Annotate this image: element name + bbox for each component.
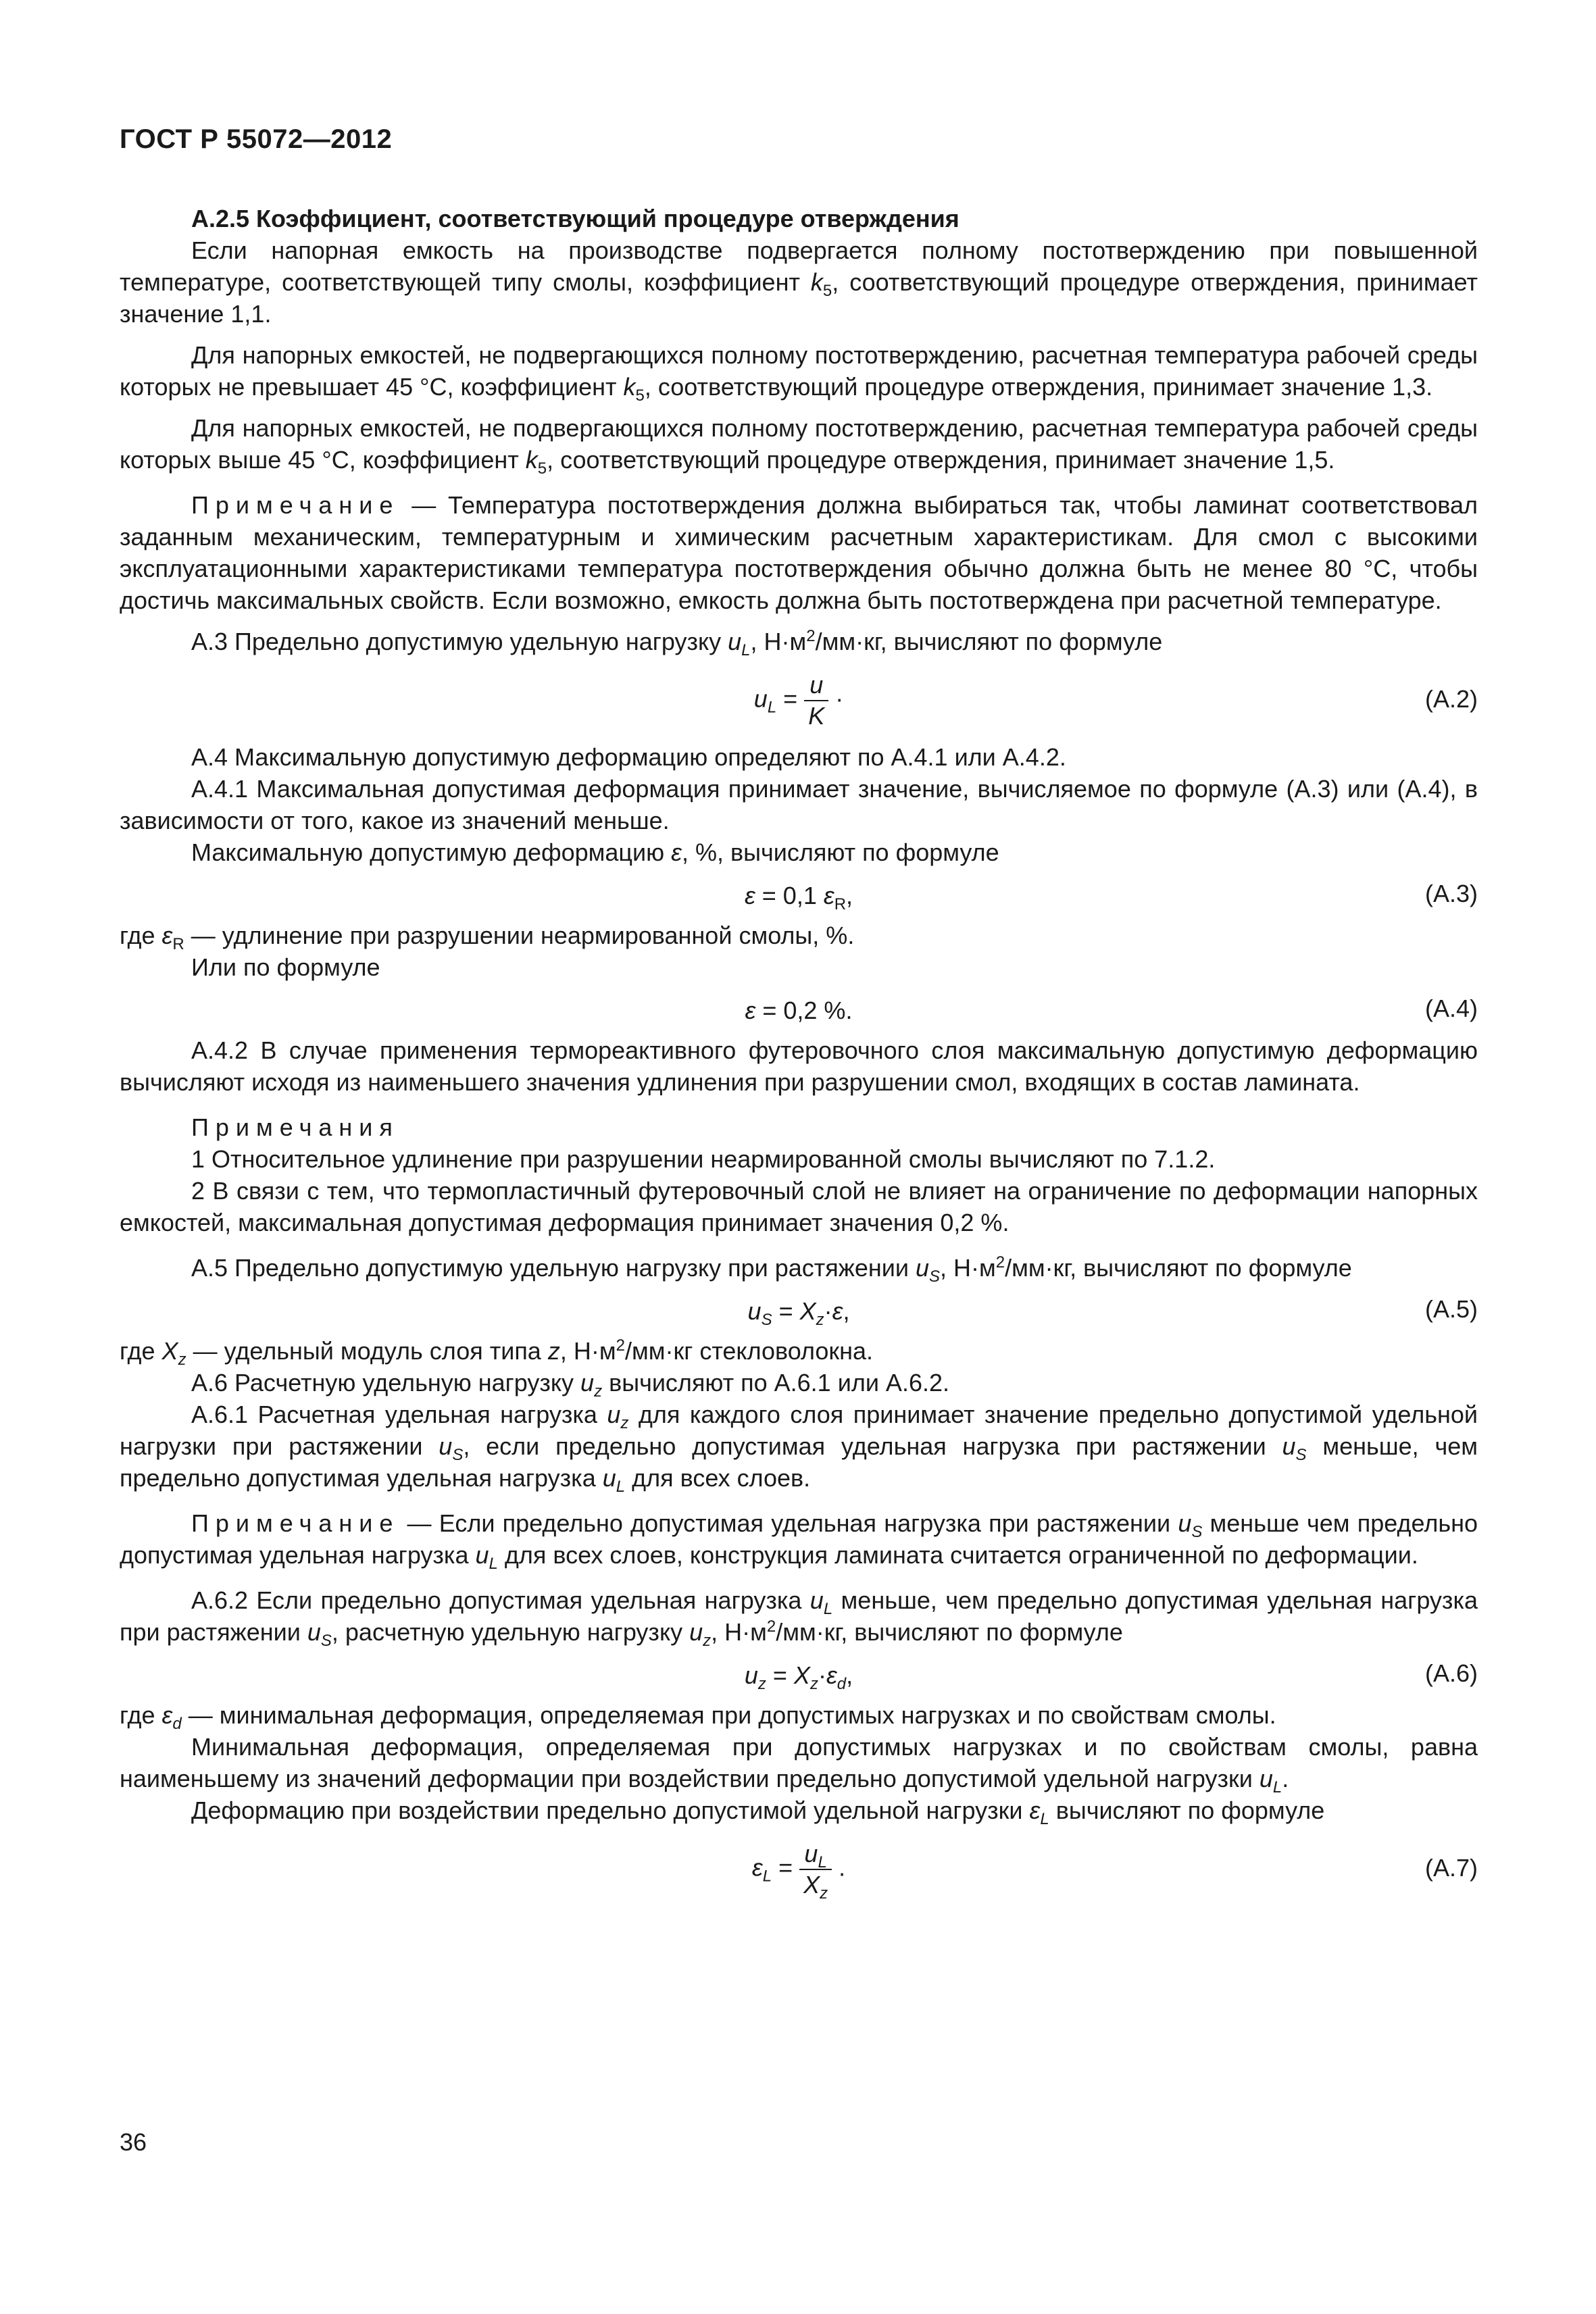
formula-number: (А.7) bbox=[1424, 1854, 1478, 1882]
formula-a3: ε = 0,1 $\varepsilon_R$, (А.3) bbox=[120, 872, 1478, 915]
note: Примечание — Температура постотверждения должна выбираться так, чтобы ламинат соответствовал заданным механическим, температурным и химическим расчетным характеристикам. Для смол с высокими эксплуатационными характеристиками температура постотверждения обычно должна быть не менее 80 °С, чтобы достичь максимальных свойств. Если возможно, емкость должна быть постотверждена при расчетной температуре. bbox=[120, 491, 1478, 614]
notes-label: Примечания bbox=[191, 1113, 399, 1141]
fraction: $\frac{u_L}{X_z}$ bbox=[799, 1842, 832, 1897]
formula-a7: $\varepsilon_L$ = $\frac{u_L}{X_z}$ . (А.7) bbox=[120, 1830, 1478, 1906]
note-item: 2 В связи с тем, что термопластичный футеровочный слой не влияет на ограничение по деформации напорных емкостей, максимальная допустимая деформация принимает значения 0,2 %. bbox=[120, 1177, 1478, 1236]
paragraph: Деформацию при воздействии предельно допустимой удельной нагрузки $\varepsilon_L$ вычисляют по формуле bbox=[191, 1796, 1325, 1829]
formula-a4: ε = 0,2 %. (А.4) bbox=[120, 987, 1478, 1030]
paragraph-a6: А.6 Расчетную удельную нагрузку $u_z$ вычисляют по А.6.1 или А.6.2. bbox=[191, 1369, 949, 1401]
formula-number: (А.6) bbox=[1424, 1659, 1478, 1687]
section-a25-title: А.2.5 Коэффициент, соответствующий процедуре отверждения bbox=[191, 205, 959, 232]
where-clause: где $X_z$ — удельный модуль слоя типа z, $Н\cdot м^2/мм\cdot кг$ стекловолокна. bbox=[120, 1336, 874, 1369]
formula-a2: $u_L$ = $\frac{u}{K}$ · (А.2) bbox=[120, 661, 1478, 737]
standard-header: ГОСТ Р 55072—2012 bbox=[120, 124, 393, 154]
page-number: 36 bbox=[120, 2128, 147, 2156]
paragraph-a62: А.6.2 Если предельно допустимая удельная нагрузка $u_L$ меньше, чем предельно допустимая удельная нагрузка при растяжении $u_S$, расчетную удельную нагрузку $u_z$, $Н\cdot м^2/мм\cdot кг$, вычисляют по формуле bbox=[120, 1586, 1478, 1651]
paragraph-a3: А.3 Предельно допустимую удельную нагрузку $u_L$, $Н\cdot м^2/мм\cdot кг$, вычисляют по формуле bbox=[191, 627, 1163, 660]
paragraph: Минимальная деформация, определяемая при допустимых нагрузках и по свойствам смолы, равна наименьшему из значений деформации при воздействии предельно допустимой удельной нагрузки $u_L$. bbox=[120, 1733, 1478, 1797]
formula-number: (А.3) bbox=[1424, 880, 1478, 907]
where-clause: где $\varepsilon_d$ — минимальная деформация, определяемая при допустимых нагрузках и по свойствам смолы. bbox=[120, 1701, 1276, 1734]
where-clause: где $\varepsilon_R$ — удлинение при разрушении неармированной смолы, %. bbox=[120, 922, 855, 954]
formula-number: (А.4) bbox=[1424, 995, 1478, 1022]
formula-a6: $u_z = X_z\cdot\varepsilon_d$, (А.6) bbox=[120, 1652, 1478, 1695]
paragraph: Для напорных емкостей, не подвергающихся полному постотверждению, расчетная температура рабочей среды которых выше 45 °С, коэффициент $k_5$, соответствующий процедуре отверждения, принимает значение 1,5. bbox=[120, 414, 1478, 478]
formula-number: (А.2) bbox=[1424, 685, 1478, 713]
paragraph-a61: А.6.1 Расчетная удельная нагрузка $u_z$ для каждого слоя принимает значение предельно допустимой удельной нагрузки при растяжении $u_S$, если предельно допустимая удельная нагрузка при растяжении $u_S$ меньше, чем предельно допустимая удельная нагрузка $u_L$ для всех слоев. bbox=[120, 1401, 1478, 1496]
paragraph: Или по формуле bbox=[191, 953, 380, 981]
note: Примечание — Если предельно допустимая удельная нагрузка при растяжении $u_S$ меньше чем предельно допустимая удельная нагрузка $u_L$ для всех слоев, конструкция ламината считается ограниченной по деформации. bbox=[120, 1509, 1478, 1574]
paragraph: Максимальную допустимую деформацию ε, %, вычисляют по формуле bbox=[191, 838, 999, 866]
paragraph: Для напорных емкостей, не подвергающихся полному постотверждению, расчетная температура рабочей среды которых не превышает 45 °С, коэффициент $k_5$, соответствующий процедуре отверждения, принимает значение 1,3. bbox=[120, 341, 1478, 405]
paragraph-a5: А.5 Предельно допустимую удельную нагрузку при растяжении $u_S$, $Н\cdot м^2/мм\cdot кг$, вычисляют по формуле bbox=[191, 1253, 1352, 1286]
formula-number: (А.5) bbox=[1424, 1295, 1478, 1323]
paragraph: Если напорная емкость на производстве подвергается полному постотверждению при повышенной температуре, соответствующей типу смолы, коэффициент $k_5$, соответствующий процедуре отверждения, принимает значение 1,1. bbox=[120, 236, 1478, 328]
fraction: $\frac{u}{K}$ bbox=[804, 673, 828, 728]
page-content bbox=[120, 203, 1478, 1910]
paragraph-a41: А.4.1 Максимальная допустимая деформация принимает значение, вычисляемое по формуле (А.3) или (А.4), в зависимости от того, какое из значений меньше. bbox=[120, 775, 1478, 834]
note-item: 1 Относительное удлинение при разрушении неармированной смолы вычисляют по 7.1.2. bbox=[191, 1145, 1216, 1173]
paragraph-a42: А.4.2 В случае применения термореактивного футеровочного слоя максимальную допустимую деформацию вычисляют исходя из наименьшего значения удлинения при разрушении смол, входящих в состав ламината. bbox=[120, 1036, 1478, 1096]
paragraph-a4: А.4 Максимальную допустимую деформацию определяют по А.4.1 или А.4.2. bbox=[191, 743, 1066, 771]
formula-a5: $u_S = X_z\cdot\varepsilon$, (А.5) bbox=[120, 1288, 1478, 1331]
